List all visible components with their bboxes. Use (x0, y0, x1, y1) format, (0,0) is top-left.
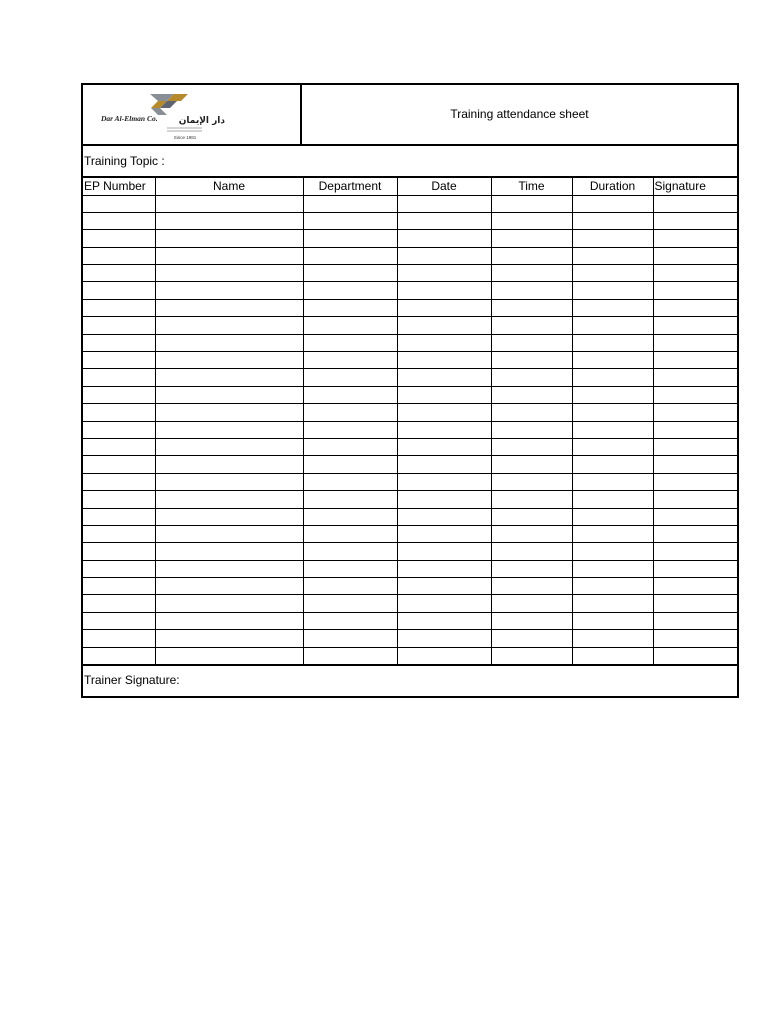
name-cell[interactable] (155, 352, 303, 369)
table-row (83, 595, 737, 612)
table-row (83, 247, 737, 264)
time-cell[interactable] (491, 647, 572, 664)
time-cell[interactable] (491, 560, 572, 577)
signature-cell[interactable] (653, 317, 737, 334)
department-cell[interactable] (303, 456, 397, 473)
duration-cell[interactable] (572, 525, 653, 542)
department-cell[interactable] (303, 265, 397, 282)
date-cell[interactable] (397, 421, 491, 438)
signature-cell[interactable] (653, 247, 737, 264)
table-row (83, 334, 737, 351)
table-row (83, 473, 737, 490)
department-cell[interactable] (303, 404, 397, 421)
time-cell[interactable] (491, 491, 572, 508)
duration-cell[interactable] (572, 473, 653, 490)
date-cell[interactable] (397, 386, 491, 403)
time-cell[interactable] (491, 282, 572, 299)
table-row (83, 630, 737, 647)
ep-number-cell[interactable] (83, 421, 155, 438)
department-cell[interactable] (303, 543, 397, 560)
table-row (83, 230, 737, 247)
table-row (83, 282, 737, 299)
date-cell[interactable] (397, 612, 491, 629)
duration-cell[interactable] (572, 230, 653, 247)
logo-cell (83, 85, 302, 144)
training-topic-row[interactable] (83, 146, 737, 178)
ep-number-cell[interactable] (83, 508, 155, 525)
ep-number-cell[interactable] (83, 543, 155, 560)
trainer-signature-row[interactable] (83, 665, 737, 696)
ep-number-cell[interactable] (83, 525, 155, 542)
name-cell[interactable] (155, 508, 303, 525)
table-row (83, 299, 737, 316)
name-cell[interactable] (155, 612, 303, 629)
ep-number-cell[interactable] (83, 473, 155, 490)
name-cell[interactable] (155, 421, 303, 438)
table-row (83, 560, 737, 577)
date-cell[interactable] (397, 230, 491, 247)
signature-cell[interactable] (653, 230, 737, 247)
signature-cell[interactable] (653, 508, 737, 525)
ep-number-cell[interactable] (83, 578, 155, 595)
table-row (83, 212, 737, 229)
signature-cell[interactable] (653, 212, 737, 229)
signature-cell[interactable] (653, 386, 737, 403)
date-cell[interactable] (397, 404, 491, 421)
time-cell[interactable] (491, 386, 572, 403)
date-cell[interactable] (397, 491, 491, 508)
signature-cell[interactable] (653, 612, 737, 629)
department-cell[interactable] (303, 212, 397, 229)
logo-company-name: Dar Al-Elman Co. (101, 114, 158, 123)
department-cell[interactable] (303, 421, 397, 438)
signature-cell[interactable] (653, 543, 737, 560)
signature-cell[interactable] (653, 595, 737, 612)
date-cell[interactable] (397, 647, 491, 664)
table-row (83, 525, 737, 542)
signature-cell[interactable] (653, 352, 737, 369)
name-cell[interactable] (155, 404, 303, 421)
date-cell[interactable] (397, 334, 491, 351)
duration-cell[interactable] (572, 612, 653, 629)
time-cell[interactable] (491, 317, 572, 334)
name-cell[interactable] (155, 195, 303, 212)
table-row (83, 456, 737, 473)
sheet-header (83, 85, 737, 146)
date-cell[interactable] (397, 195, 491, 212)
table-row (83, 317, 737, 334)
department-cell[interactable] (303, 369, 397, 386)
column-header-department: Department (303, 178, 397, 195)
ep-number-cell[interactable] (83, 612, 155, 629)
table-row (83, 265, 737, 282)
ep-number-cell[interactable] (83, 369, 155, 386)
time-cell[interactable] (491, 247, 572, 264)
department-cell[interactable] (303, 334, 397, 351)
time-cell[interactable] (491, 404, 572, 421)
duration-cell[interactable] (572, 212, 653, 229)
ep-number-cell[interactable] (83, 456, 155, 473)
department-cell[interactable] (303, 352, 397, 369)
name-cell[interactable] (155, 299, 303, 316)
ep-number-cell[interactable] (83, 317, 155, 334)
duration-cell[interactable] (572, 247, 653, 264)
time-cell[interactable] (491, 508, 572, 525)
time-cell[interactable] (491, 230, 572, 247)
table-row (83, 508, 737, 525)
duration-cell[interactable] (572, 334, 653, 351)
name-cell[interactable] (155, 212, 303, 229)
date-cell[interactable] (397, 578, 491, 595)
duration-cell[interactable] (572, 508, 653, 525)
company-emblem-icon (150, 94, 188, 115)
date-cell[interactable] (397, 473, 491, 490)
date-cell[interactable] (397, 508, 491, 525)
name-cell[interactable] (155, 578, 303, 595)
table-row (83, 543, 737, 560)
table-body (83, 195, 737, 665)
attendance-sheet (81, 83, 739, 698)
duration-cell[interactable] (572, 282, 653, 299)
date-cell[interactable] (397, 299, 491, 316)
duration-cell[interactable] (572, 299, 653, 316)
department-cell[interactable] (303, 560, 397, 577)
duration-cell[interactable] (572, 195, 653, 212)
date-cell[interactable] (397, 212, 491, 229)
time-cell[interactable] (491, 473, 572, 490)
signature-cell[interactable] (653, 456, 737, 473)
sheet-title: Training attendance sheet (450, 107, 589, 121)
signature-cell[interactable] (653, 369, 737, 386)
duration-cell[interactable] (572, 491, 653, 508)
table-row (83, 612, 737, 629)
name-cell[interactable] (155, 265, 303, 282)
department-cell[interactable] (303, 247, 397, 264)
department-cell[interactable] (303, 282, 397, 299)
time-cell[interactable] (491, 525, 572, 542)
department-cell[interactable] (303, 299, 397, 316)
date-cell[interactable] (397, 543, 491, 560)
duration-cell[interactable] (572, 317, 653, 334)
column-header-date: Date (397, 178, 491, 195)
duration-cell[interactable] (572, 421, 653, 438)
department-cell[interactable] (303, 525, 397, 542)
date-cell[interactable] (397, 595, 491, 612)
name-cell[interactable] (155, 473, 303, 490)
department-cell[interactable] (303, 578, 397, 595)
ep-number-cell[interactable] (83, 438, 155, 455)
duration-cell[interactable] (572, 369, 653, 386)
column-header-ep-number: EP Number (83, 178, 155, 195)
time-cell[interactable] (491, 421, 572, 438)
date-cell[interactable] (397, 456, 491, 473)
time-cell[interactable] (491, 352, 572, 369)
duration-cell[interactable] (572, 560, 653, 577)
duration-cell[interactable] (572, 630, 653, 647)
signature-cell[interactable] (653, 491, 737, 508)
time-cell[interactable] (491, 334, 572, 351)
table-row (83, 404, 737, 421)
time-cell[interactable] (491, 543, 572, 560)
ep-number-cell[interactable] (83, 247, 155, 264)
attendance-table (83, 178, 737, 666)
ep-number-cell[interactable] (83, 334, 155, 351)
name-cell[interactable] (155, 369, 303, 386)
ep-number-cell[interactable] (83, 352, 155, 369)
department-cell[interactable] (303, 630, 397, 647)
time-cell[interactable] (491, 630, 572, 647)
date-cell[interactable] (397, 369, 491, 386)
table-row (83, 421, 737, 438)
column-header-name: Name (155, 178, 303, 195)
name-cell[interactable] (155, 560, 303, 577)
column-header-time: Time (491, 178, 572, 195)
duration-cell[interactable] (572, 456, 653, 473)
department-cell[interactable] (303, 595, 397, 612)
name-cell[interactable] (155, 438, 303, 455)
name-cell[interactable] (155, 543, 303, 560)
date-cell[interactable] (397, 247, 491, 264)
name-cell[interactable] (155, 595, 303, 612)
ep-number-cell[interactable] (83, 630, 155, 647)
department-cell[interactable] (303, 473, 397, 490)
signature-cell[interactable] (653, 195, 737, 212)
date-cell[interactable] (397, 352, 491, 369)
time-cell[interactable] (491, 195, 572, 212)
table-row (83, 438, 737, 455)
time-cell[interactable] (491, 612, 572, 629)
department-cell[interactable] (303, 612, 397, 629)
time-cell[interactable] (491, 438, 572, 455)
table-row (83, 386, 737, 403)
signature-cell[interactable] (653, 473, 737, 490)
table-header-row (83, 178, 737, 195)
date-cell[interactable] (397, 317, 491, 334)
time-cell[interactable] (491, 456, 572, 473)
table-row (83, 195, 737, 212)
department-cell[interactable] (303, 317, 397, 334)
ep-number-cell[interactable] (83, 386, 155, 403)
time-cell[interactable] (491, 369, 572, 386)
signature-cell[interactable] (653, 265, 737, 282)
date-cell[interactable] (397, 630, 491, 647)
signature-cell[interactable] (653, 282, 737, 299)
table-row (83, 647, 737, 664)
date-cell[interactable] (397, 265, 491, 282)
signature-cell[interactable] (653, 334, 737, 351)
time-cell[interactable] (491, 265, 572, 282)
trainer-signature-label: Trainer Signature: (84, 673, 180, 687)
signature-cell[interactable] (653, 421, 737, 438)
duration-cell[interactable] (572, 386, 653, 403)
name-cell[interactable] (155, 386, 303, 403)
table-row (83, 491, 737, 508)
department-cell[interactable] (303, 508, 397, 525)
signature-cell[interactable] (653, 647, 737, 664)
logo-since: Since 1981 (173, 135, 197, 139)
time-cell[interactable] (491, 299, 572, 316)
name-cell[interactable] (155, 525, 303, 542)
ep-number-cell[interactable] (83, 647, 155, 664)
logo-arabic-name: دار الإيمان (178, 116, 225, 126)
table-row (83, 578, 737, 595)
department-cell[interactable] (303, 647, 397, 664)
name-cell[interactable] (155, 647, 303, 664)
ep-number-cell[interactable] (83, 230, 155, 247)
department-cell[interactable] (303, 491, 397, 508)
signature-cell[interactable] (653, 560, 737, 577)
department-cell[interactable] (303, 386, 397, 403)
date-cell[interactable] (397, 282, 491, 299)
ep-number-cell[interactable] (83, 265, 155, 282)
duration-cell[interactable] (572, 647, 653, 664)
duration-cell[interactable] (572, 543, 653, 560)
duration-cell[interactable] (572, 578, 653, 595)
ep-number-cell[interactable] (83, 491, 155, 508)
signature-cell[interactable] (653, 578, 737, 595)
duration-cell[interactable] (572, 595, 653, 612)
time-cell[interactable] (491, 595, 572, 612)
date-cell[interactable] (397, 525, 491, 542)
table-row (83, 369, 737, 386)
ep-number-cell[interactable] (83, 560, 155, 577)
time-cell[interactable] (491, 578, 572, 595)
company-logo (97, 91, 237, 139)
name-cell[interactable] (155, 334, 303, 351)
name-cell[interactable] (155, 491, 303, 508)
date-cell[interactable] (397, 560, 491, 577)
department-cell[interactable] (303, 195, 397, 212)
name-cell[interactable] (155, 282, 303, 299)
duration-cell[interactable] (572, 438, 653, 455)
signature-cell[interactable] (653, 299, 737, 316)
date-cell[interactable] (397, 438, 491, 455)
name-cell[interactable] (155, 247, 303, 264)
name-cell[interactable] (155, 456, 303, 473)
signature-cell[interactable] (653, 404, 737, 421)
name-cell[interactable] (155, 230, 303, 247)
signature-cell[interactable] (653, 525, 737, 542)
ep-number-cell[interactable] (83, 282, 155, 299)
training-topic-label: Training Topic : (84, 154, 165, 168)
signature-cell[interactable] (653, 630, 737, 647)
name-cell[interactable] (155, 630, 303, 647)
signature-cell[interactable] (653, 438, 737, 455)
ep-number-cell[interactable] (83, 195, 155, 212)
ep-number-cell[interactable] (83, 299, 155, 316)
column-header-signature: Signature (653, 178, 737, 195)
table-row (83, 352, 737, 369)
duration-cell[interactable] (572, 352, 653, 369)
duration-cell[interactable] (572, 265, 653, 282)
ep-number-cell[interactable] (83, 212, 155, 229)
duration-cell[interactable] (572, 404, 653, 421)
department-cell[interactable] (303, 230, 397, 247)
ep-number-cell[interactable] (83, 595, 155, 612)
name-cell[interactable] (155, 317, 303, 334)
department-cell[interactable] (303, 438, 397, 455)
column-header-duration: Duration (572, 178, 653, 195)
time-cell[interactable] (491, 212, 572, 229)
ep-number-cell[interactable] (83, 404, 155, 421)
